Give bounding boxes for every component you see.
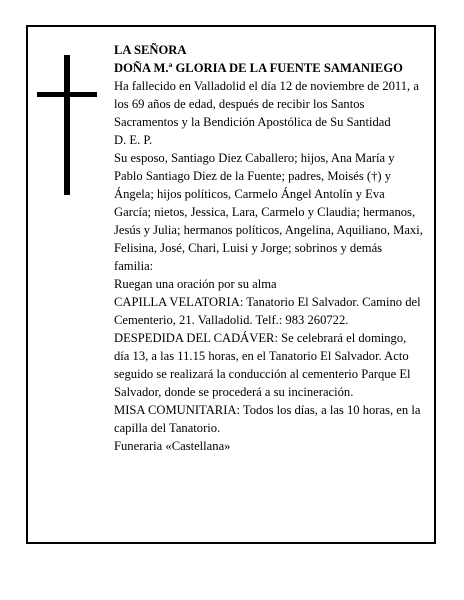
rip-line: D. E. P. xyxy=(114,133,153,147)
farewell-info: DESPEDIDA DEL CADÁVER: Se celebrará el domingo, día 13, a las 11.15 horas, en el Tanatorio El Salvador. Acto seguido se realizará la conducción al cementerio Parque El Salvador, donde se procederá a su incineración. xyxy=(114,331,411,399)
death-announcement: Ha fallecido en Valladolid el día 12 de noviembre de 2011, a los 69 años de edad, después de recibir los Santos Sacramentos y la Bendición Apostólica de Su Santidad xyxy=(114,79,419,129)
heading-title: LA SEÑORA xyxy=(114,43,187,57)
family-list: Su esposo, Santiago Diez Caballero; hijos, Ana María y Pablo Santiago Diez de la Fuente; padres, Moisés (†) y Ángela; hijos políticos, Carmelo Ángel Antolín y Eva García; nietos, Jessica, Lara, Carmelo y Claudia; hermanos, Jesús y Julia; hermanos políticos, Angelina, Aquiliano, Maxi, Felisina, José, Chari, Luisi y Jorge; sobrinos y demás familia: xyxy=(114,151,423,273)
cross-horizontal-bar xyxy=(37,92,97,97)
obituary-text xyxy=(114,41,424,455)
prayer-request: Ruegan una oración por su alma xyxy=(114,277,277,291)
cross-vertical-bar xyxy=(64,55,70,195)
wake-chapel-info: CAPILLA VELATORIA: Tanatorio El Salvador. Camino del Cementerio, 21. Valladolid. Telf.: 983 260722. xyxy=(114,295,421,327)
mass-info: MISA COMUNITARIA: Todos los días, a las 10 horas, en la capilla del Tanatorio. xyxy=(114,403,421,435)
deceased-name: DOÑA M.ª GLORIA DE LA FUENTE SAMANIEGO xyxy=(114,61,403,75)
funeral-home: Funeraria «Castellana» xyxy=(114,439,231,453)
